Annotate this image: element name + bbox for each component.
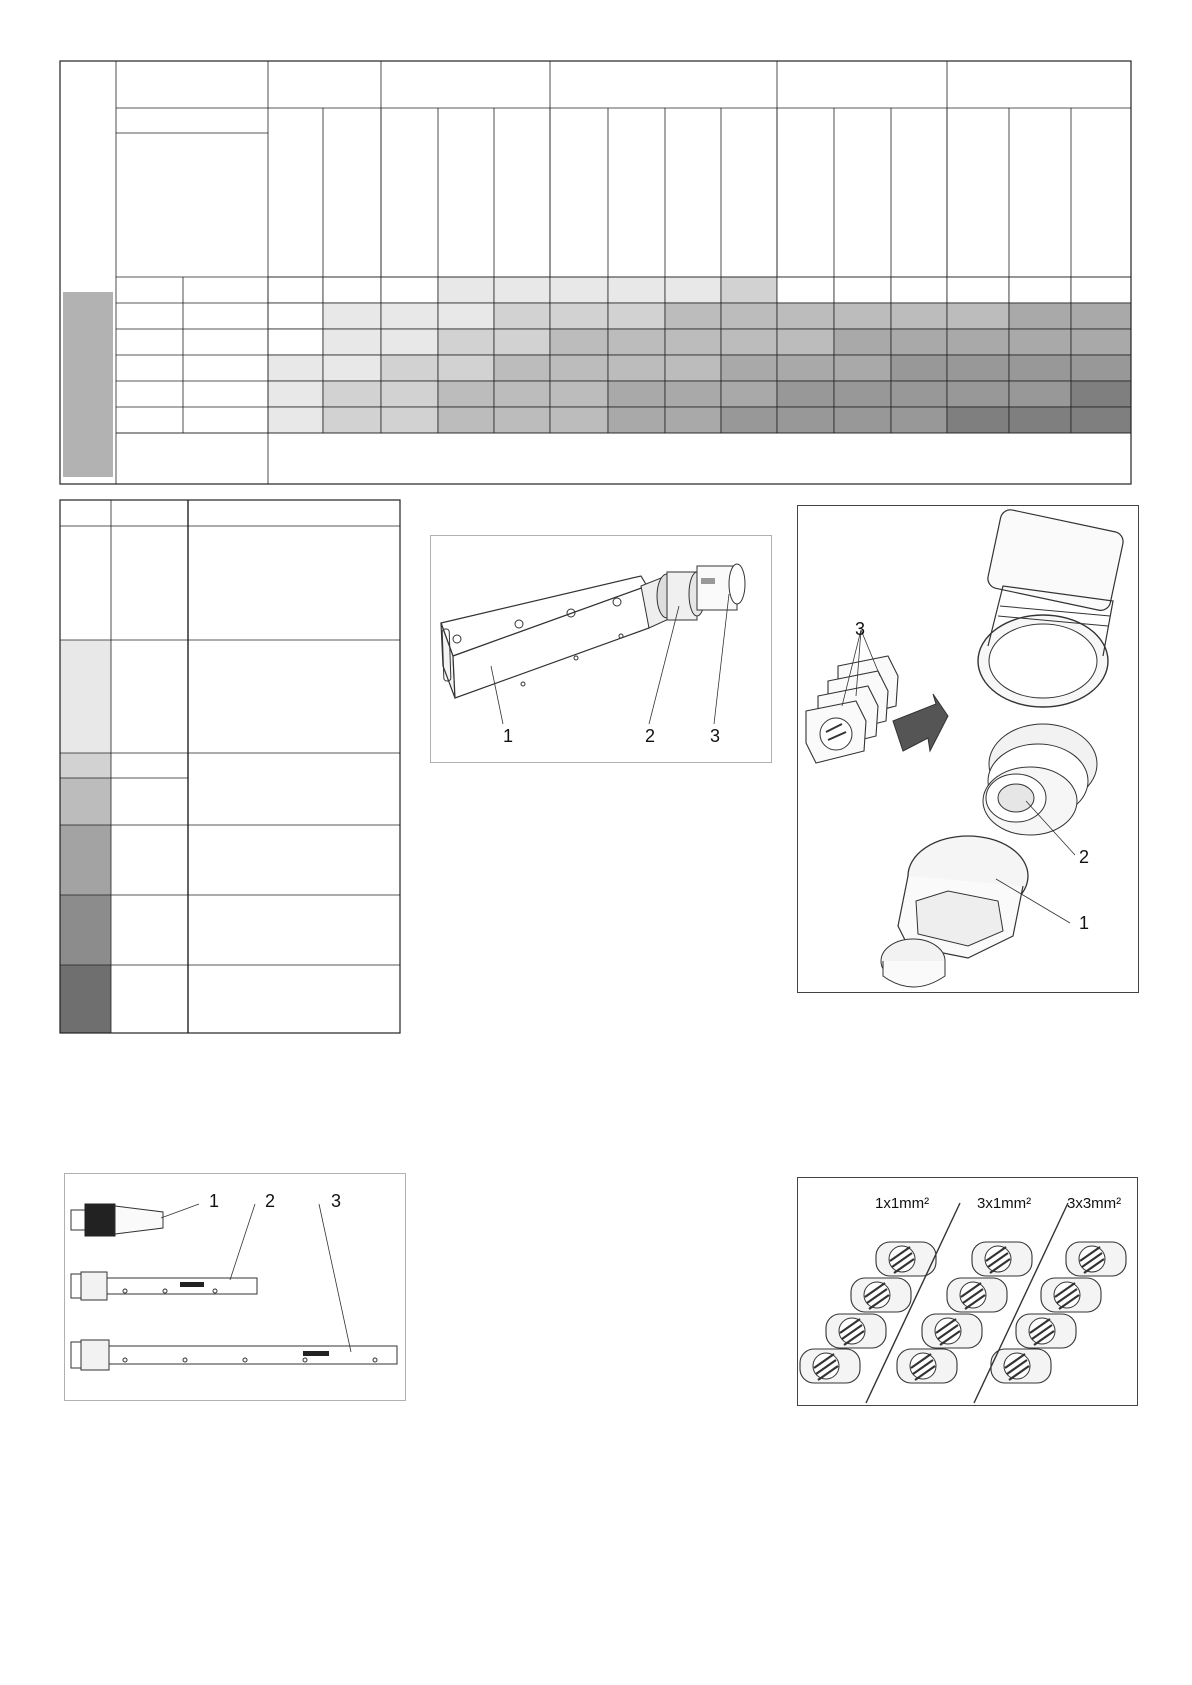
matrix-cell — [721, 303, 777, 329]
terminal-insert-icon — [1041, 1278, 1101, 1312]
matrix-cell — [721, 407, 777, 433]
legend-swatch — [60, 825, 111, 895]
legend-swatch — [60, 895, 111, 965]
matrix-cell — [1009, 355, 1071, 381]
matrix-cell — [665, 303, 721, 329]
terminal-insert-icon — [922, 1314, 982, 1348]
group-label-3x1: 3x1mm² — [977, 1195, 1032, 1212]
terminal-inserts-drawing — [798, 1178, 1137, 1405]
group-label-1x1: 1x1mm² — [875, 1195, 930, 1212]
matrix-cell — [550, 381, 608, 407]
terminal-insert-icon — [876, 1242, 936, 1276]
matrix-cell — [381, 381, 438, 407]
matrix-cell — [438, 329, 494, 355]
matrix-cell — [381, 277, 438, 303]
matrix-cell — [891, 303, 947, 329]
matrix-cell — [1071, 355, 1131, 381]
matrix-cell — [608, 407, 665, 433]
matrix-cell — [777, 277, 834, 303]
matrix-cell — [323, 407, 381, 433]
matrix-cell — [494, 277, 550, 303]
matrix-cell — [323, 329, 381, 355]
terminal-insert-icon — [851, 1278, 911, 1312]
matrix-cell — [438, 277, 494, 303]
callout-2: 2 — [645, 726, 656, 746]
matrix-cell — [381, 355, 438, 381]
terminal-insert-icon — [897, 1349, 957, 1383]
matrix-cell — [608, 329, 665, 355]
matrix-cell — [891, 329, 947, 355]
matrix-cell — [1071, 277, 1131, 303]
matrix-cell — [834, 355, 891, 381]
matrix-cell — [268, 329, 323, 355]
matrix-cell — [665, 277, 721, 303]
matrix-cell — [721, 329, 777, 355]
matrix-cell — [381, 329, 438, 355]
matrix-cell — [834, 277, 891, 303]
matrix-cell — [665, 329, 721, 355]
matrix-cell — [550, 407, 608, 433]
legend-swatch — [60, 965, 111, 1033]
matrix-cell — [891, 381, 947, 407]
figure-terminal-inserts — [797, 1177, 1138, 1406]
figure-sonotrode — [430, 535, 772, 763]
matrix-cell — [721, 277, 777, 303]
shade-legend-table — [0, 495, 410, 1040]
matrix-cell — [268, 407, 323, 433]
matrix-cell — [891, 407, 947, 433]
matrix-cell — [550, 303, 608, 329]
matrix-cell — [268, 303, 323, 329]
matrix-cell — [947, 355, 1009, 381]
matrix-cell — [438, 381, 494, 407]
matrix-cell — [550, 355, 608, 381]
matrix-cell — [494, 381, 550, 407]
matrix-cell — [381, 407, 438, 433]
matrix-cell — [1009, 381, 1071, 407]
compatibility-matrix-table — [0, 0, 1192, 500]
matrix-cell — [721, 381, 777, 407]
matrix-cell — [947, 303, 1009, 329]
matrix-cell — [323, 381, 381, 407]
matrix-cell — [1071, 407, 1131, 433]
terminal-insert-icon — [800, 1349, 860, 1383]
matrix-cell — [438, 407, 494, 433]
matrix-cell — [608, 277, 665, 303]
matrix-cell — [608, 303, 665, 329]
terminal-insert-icon — [1016, 1314, 1076, 1348]
matrix-cell — [550, 329, 608, 355]
matrix-cell — [381, 303, 438, 329]
matrix-cell — [721, 355, 777, 381]
terminal-insert-icon — [1066, 1242, 1126, 1276]
figure-tool-lengths — [64, 1173, 406, 1401]
matrix-cell — [494, 329, 550, 355]
matrix-cell — [891, 355, 947, 381]
matrix-cell — [947, 277, 1009, 303]
callout-2: 2 — [1079, 847, 1090, 867]
callout-1: 1 — [1079, 913, 1090, 933]
matrix-cell — [438, 303, 494, 329]
matrix-cell — [947, 407, 1009, 433]
terminal-insert-icon — [991, 1349, 1051, 1383]
matrix-cell — [777, 355, 834, 381]
matrix-cell — [494, 303, 550, 329]
matrix-cell — [494, 355, 550, 381]
matrix-cell — [834, 381, 891, 407]
matrix-cell — [438, 355, 494, 381]
matrix-cell — [1009, 277, 1071, 303]
matrix-cell — [1071, 303, 1131, 329]
legend-swatch — [60, 753, 111, 778]
matrix-cell — [268, 355, 323, 381]
matrix-cell — [608, 381, 665, 407]
matrix-cell — [268, 277, 323, 303]
figure-terminal-exploded — [797, 505, 1139, 993]
legend-swatch — [60, 778, 111, 825]
terminal-insert-icon — [972, 1242, 1032, 1276]
matrix-cell — [323, 277, 381, 303]
group-label-3x3: 3x3mm² — [1067, 1195, 1122, 1212]
matrix-cell — [1009, 329, 1071, 355]
matrix-cell — [550, 277, 608, 303]
terminal-insert-icon — [826, 1314, 886, 1348]
callout-1: 1 — [209, 1191, 220, 1211]
matrix-cell — [777, 381, 834, 407]
legend-swatch — [60, 526, 111, 640]
callout-3: 3 — [855, 619, 866, 639]
matrix-cell — [665, 355, 721, 381]
matrix-cell — [323, 303, 381, 329]
callout-2: 2 — [265, 1191, 276, 1211]
matrix-cell — [494, 407, 550, 433]
matrix-cell — [947, 381, 1009, 407]
matrix-cell — [891, 277, 947, 303]
matrix-cell — [1071, 381, 1131, 407]
matrix-cell — [777, 303, 834, 329]
matrix-cell — [947, 329, 1009, 355]
matrix-cell — [777, 329, 834, 355]
matrix-cell — [665, 407, 721, 433]
terminal-insert-icon — [947, 1278, 1007, 1312]
matrix-side-bar — [63, 292, 113, 477]
matrix-cell — [834, 303, 891, 329]
matrix-cell — [1009, 303, 1071, 329]
legend-swatch — [60, 640, 111, 753]
callout-1: 1 — [503, 726, 514, 746]
matrix-cell — [323, 355, 381, 381]
matrix-cell — [1009, 407, 1071, 433]
callout-3: 3 — [331, 1191, 342, 1211]
matrix-cell — [1071, 329, 1131, 355]
matrix-cell — [268, 381, 323, 407]
matrix-cell — [834, 407, 891, 433]
tool-lengths-drawing — [65, 1174, 405, 1400]
matrix-cell — [608, 355, 665, 381]
matrix-cell — [834, 329, 891, 355]
matrix-cell — [777, 407, 834, 433]
callout-3: 3 — [710, 726, 721, 746]
matrix-cell — [665, 381, 721, 407]
